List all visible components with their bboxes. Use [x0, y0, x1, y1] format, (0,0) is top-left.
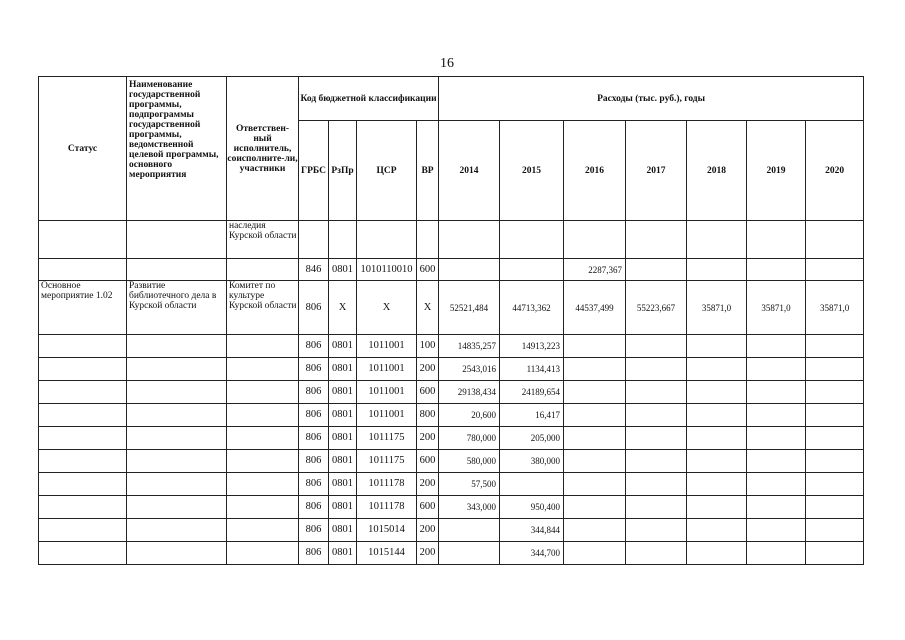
cell-csr: 1010110010: [357, 259, 417, 281]
cell-rzpr: [329, 221, 357, 259]
cell-year-2014: 780,000: [439, 427, 500, 450]
cell-year-2016: [564, 519, 626, 542]
cell-year-2017: [626, 259, 687, 281]
cell-executor: [227, 519, 299, 542]
cell-name: [127, 259, 227, 281]
cell-executor: [227, 542, 299, 565]
cell-name: [127, 221, 227, 259]
cell-year-2016: [564, 221, 626, 259]
cell-executor: [227, 496, 299, 519]
cell-csr: 1011001: [357, 335, 417, 358]
cell-name: Развитие библиотечного дела в Курской области: [127, 281, 227, 335]
cell-status: [39, 221, 127, 259]
cell-vr: Х: [417, 281, 439, 335]
cell-year-2019: [747, 496, 806, 519]
cell-grbs: 806: [299, 404, 329, 427]
cell-year-2016: [564, 542, 626, 565]
cell-year-2014: 20,600: [439, 404, 500, 427]
cell-csr: 1011001: [357, 404, 417, 427]
cell-year-2017: [626, 450, 687, 473]
cell-year-2017: [626, 358, 687, 381]
cell-year-2016: [564, 358, 626, 381]
header-executor: Ответствен-ный исполнитель, соисполните-ли, участники: [227, 77, 299, 221]
cell-csr: 1011001: [357, 358, 417, 381]
cell-name: [127, 473, 227, 496]
table-row: [39, 519, 864, 542]
cell-year-2019: [747, 542, 806, 565]
cell-name: [127, 450, 227, 473]
cell-year-2016: 2287,367: [564, 259, 626, 281]
cell-year-2018: [687, 542, 747, 565]
cell-status: [39, 496, 127, 519]
cell-year-2019: [747, 473, 806, 496]
cell-year-2017: [626, 496, 687, 519]
cell-year-2016: [564, 473, 626, 496]
cell-executor: [227, 335, 299, 358]
cell-grbs: 806: [299, 335, 329, 358]
cell-year-2018: [687, 221, 747, 259]
cell-year-2018: [687, 358, 747, 381]
cell-year-2014: 14835,257: [439, 335, 500, 358]
cell-year-2020: [806, 450, 864, 473]
header-name: Наименование государственной программы, подпрограммы государственной программы, ведомственной целевой программы, основного мероприятия: [127, 77, 227, 221]
cell-year-2015: 16,417: [500, 404, 564, 427]
cell-status: Основное мероприятие 1.02: [39, 281, 127, 335]
cell-year-2018: [687, 496, 747, 519]
cell-year-2019: [747, 259, 806, 281]
cell-csr: 1011178: [357, 473, 417, 496]
cell-year-2015: 950,400: [500, 496, 564, 519]
cell-status: [39, 381, 127, 404]
cell-year-2014: [439, 519, 500, 542]
cell-grbs: 806: [299, 450, 329, 473]
cell-year-2019: [747, 519, 806, 542]
cell-executor: [227, 404, 299, 427]
cell-year-2015: 1134,413: [500, 358, 564, 381]
cell-csr: 1015014: [357, 519, 417, 542]
cell-year-2018: [687, 519, 747, 542]
header-expenses: Расходы (тыс. руб.), годы: [439, 77, 864, 121]
cell-executor: наследия Курской области: [227, 221, 299, 259]
cell-year-2015: 344,700: [500, 542, 564, 565]
cell-vr: 600: [417, 259, 439, 281]
cell-year-2019: [747, 404, 806, 427]
cell-csr: Х: [357, 281, 417, 335]
cell-vr: 200: [417, 358, 439, 381]
cell-vr: 200: [417, 427, 439, 450]
cell-year-2016: 44537,499: [564, 281, 626, 335]
cell-year-2016: [564, 496, 626, 519]
cell-year-2014: 52521,484: [439, 281, 500, 335]
cell-executor: [227, 358, 299, 381]
cell-executor: [227, 427, 299, 450]
budget-table: [38, 76, 864, 565]
cell-year-2020: [806, 496, 864, 519]
cell-grbs: 806: [299, 281, 329, 335]
table-row: [39, 473, 864, 496]
cell-name: [127, 542, 227, 565]
cell-year-2020: [806, 473, 864, 496]
cell-year-2020: [806, 427, 864, 450]
cell-status: [39, 542, 127, 565]
cell-csr: 1011175: [357, 450, 417, 473]
cell-year-2019: [747, 335, 806, 358]
cell-csr: 1015144: [357, 542, 417, 565]
cell-year-2020: [806, 358, 864, 381]
cell-rzpr: 0801: [329, 473, 357, 496]
cell-status: [39, 519, 127, 542]
cell-year-2014: 57,500: [439, 473, 500, 496]
cell-year-2014: 343,000: [439, 496, 500, 519]
cell-status: [39, 427, 127, 450]
cell-rzpr: 0801: [329, 519, 357, 542]
cell-csr: 1011175: [357, 427, 417, 450]
cell-rzpr: 0801: [329, 381, 357, 404]
cell-year-2017: [626, 427, 687, 450]
cell-status: [39, 473, 127, 496]
cell-name: [127, 519, 227, 542]
cell-name: [127, 358, 227, 381]
cell-year-2018: [687, 259, 747, 281]
cell-year-2018: [687, 427, 747, 450]
cell-rzpr: 0801: [329, 427, 357, 450]
cell-year-2019: [747, 427, 806, 450]
cell-executor: Комитет по культуре Курской области: [227, 281, 299, 335]
header-year-2015: 2015: [500, 121, 564, 221]
cell-year-2019: [747, 381, 806, 404]
cell-year-2018: [687, 381, 747, 404]
cell-executor: [227, 259, 299, 281]
table-row: [39, 358, 864, 381]
cell-year-2016: [564, 450, 626, 473]
cell-year-2019: [747, 221, 806, 259]
cell-year-2016: [564, 335, 626, 358]
cell-year-2014: [439, 259, 500, 281]
cell-year-2015: 14913,223: [500, 335, 564, 358]
cell-year-2015: [500, 259, 564, 281]
cell-year-2014: [439, 221, 500, 259]
cell-year-2017: [626, 404, 687, 427]
cell-year-2020: [806, 381, 864, 404]
cell-grbs: 806: [299, 496, 329, 519]
cell-year-2015: [500, 473, 564, 496]
cell-year-2017: [626, 519, 687, 542]
cell-status: [39, 404, 127, 427]
cell-year-2018: [687, 404, 747, 427]
header-year-2014: 2014: [439, 121, 500, 221]
cell-rzpr: 0801: [329, 496, 357, 519]
cell-year-2017: [626, 335, 687, 358]
cell-year-2015: 24189,654: [500, 381, 564, 404]
page-number: 16: [440, 56, 454, 71]
cell-year-2016: [564, 404, 626, 427]
cell-rzpr: 0801: [329, 450, 357, 473]
cell-year-2019: [747, 358, 806, 381]
cell-year-2017: [626, 473, 687, 496]
header-budget-code: Код бюджетной классификации: [299, 77, 439, 121]
cell-year-2017: [626, 542, 687, 565]
cell-vr: 100: [417, 335, 439, 358]
cell-grbs: 806: [299, 358, 329, 381]
cell-year-2019: [747, 450, 806, 473]
header-year-2017: 2017: [626, 121, 687, 221]
cell-year-2015: 44713,362: [500, 281, 564, 335]
cell-csr: [357, 221, 417, 259]
cell-executor: [227, 473, 299, 496]
table-row: [39, 335, 864, 358]
header-status: Статус: [39, 77, 127, 221]
cell-csr: 1011178: [357, 496, 417, 519]
header-year-2016: 2016: [564, 121, 626, 221]
cell-year-2015: 380,000: [500, 450, 564, 473]
cell-csr: 1011001: [357, 381, 417, 404]
table-body: [39, 221, 864, 565]
table-row: [39, 381, 864, 404]
cell-year-2020: [806, 221, 864, 259]
header-year-2018: 2018: [687, 121, 747, 221]
cell-year-2018: [687, 473, 747, 496]
cell-year-2020: 35871,0: [806, 281, 864, 335]
table-row: [39, 259, 864, 281]
cell-year-2014: 29138,434: [439, 381, 500, 404]
table-row: [39, 281, 864, 335]
cell-vr: 200: [417, 542, 439, 565]
cell-rzpr: 0801: [329, 404, 357, 427]
cell-year-2017: [626, 381, 687, 404]
cell-year-2017: [626, 221, 687, 259]
cell-year-2019: 35871,0: [747, 281, 806, 335]
cell-name: [127, 496, 227, 519]
cell-name: [127, 427, 227, 450]
cell-year-2015: 205,000: [500, 427, 564, 450]
header-vr: ВР: [417, 121, 439, 221]
cell-year-2018: [687, 450, 747, 473]
cell-vr: [417, 221, 439, 259]
cell-year-2014: 2543,016: [439, 358, 500, 381]
cell-year-2016: [564, 381, 626, 404]
cell-rzpr: 0801: [329, 542, 357, 565]
cell-vr: 600: [417, 381, 439, 404]
cell-rzpr: Х: [329, 281, 357, 335]
cell-year-2017: 55223,667: [626, 281, 687, 335]
table-row: [39, 427, 864, 450]
cell-name: [127, 404, 227, 427]
cell-executor: [227, 381, 299, 404]
cell-status: [39, 450, 127, 473]
cell-grbs: 846: [299, 259, 329, 281]
table-row: [39, 450, 864, 473]
cell-rzpr: 0801: [329, 259, 357, 281]
cell-grbs: 806: [299, 473, 329, 496]
cell-executor: [227, 450, 299, 473]
cell-name: [127, 335, 227, 358]
cell-year-2020: [806, 519, 864, 542]
header-year-2020: 2020: [806, 121, 864, 221]
cell-grbs: 806: [299, 381, 329, 404]
cell-rzpr: 0801: [329, 335, 357, 358]
header-rzpr: РзПр: [329, 121, 357, 221]
header-year-2019: 2019: [747, 121, 806, 221]
cell-year-2018: [687, 335, 747, 358]
cell-year-2018: 35871,0: [687, 281, 747, 335]
header-grbs: ГРБС: [299, 121, 329, 221]
cell-year-2015: [500, 221, 564, 259]
header-csr: ЦСР: [357, 121, 417, 221]
cell-status: [39, 259, 127, 281]
cell-status: [39, 358, 127, 381]
cell-year-2020: [806, 404, 864, 427]
cell-status: [39, 335, 127, 358]
cell-name: [127, 381, 227, 404]
cell-grbs: 806: [299, 519, 329, 542]
table-row: [39, 542, 864, 565]
cell-year-2020: [806, 542, 864, 565]
table-row: [39, 404, 864, 427]
cell-grbs: 806: [299, 427, 329, 450]
cell-grbs: 806: [299, 542, 329, 565]
cell-vr: 200: [417, 519, 439, 542]
cell-year-2014: [439, 542, 500, 565]
cell-grbs: [299, 221, 329, 259]
cell-vr: 200: [417, 473, 439, 496]
cell-year-2016: [564, 427, 626, 450]
cell-vr: 600: [417, 496, 439, 519]
cell-year-2020: [806, 335, 864, 358]
cell-year-2020: [806, 259, 864, 281]
table-row: [39, 496, 864, 519]
cell-year-2014: 580,000: [439, 450, 500, 473]
cell-vr: 600: [417, 450, 439, 473]
cell-vr: 800: [417, 404, 439, 427]
cell-rzpr: 0801: [329, 358, 357, 381]
table-row: [39, 221, 864, 259]
cell-year-2015: 344,844: [500, 519, 564, 542]
